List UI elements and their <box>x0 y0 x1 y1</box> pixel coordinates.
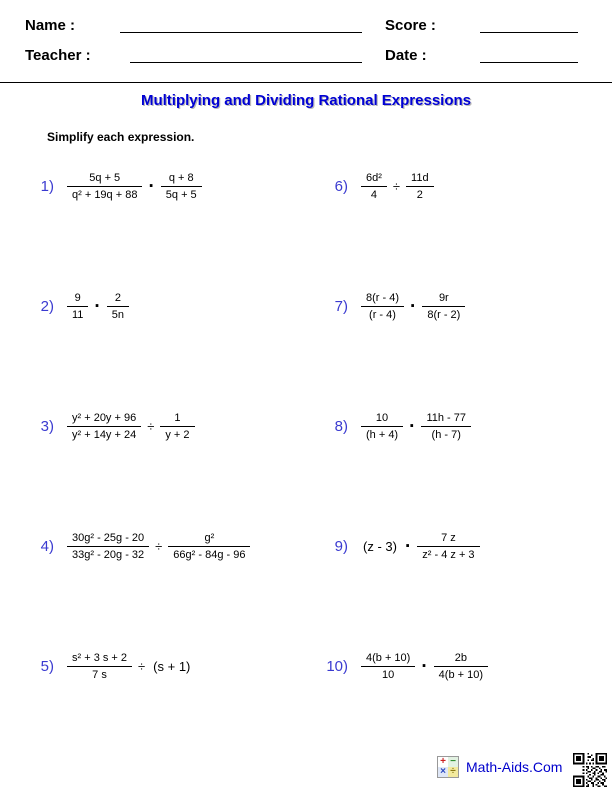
plus-icon: + <box>438 757 448 767</box>
divide-sign-icon: ÷ <box>138 658 146 674</box>
fraction <box>107 291 129 322</box>
problem-row <box>28 411 322 442</box>
problem-number: 9) <box>334 537 348 555</box>
problem-number: 2) <box>40 297 54 315</box>
numerator: y² + 20y + 96 <box>67 411 141 427</box>
fraction <box>168 531 250 562</box>
numerator: q + 8 <box>161 171 202 187</box>
numerator: 8(r - 4) <box>361 291 404 307</box>
denominator: 4 <box>370 188 378 201</box>
divide-sign-icon: ÷ <box>155 538 163 554</box>
expression <box>67 171 202 202</box>
fraction <box>406 171 434 202</box>
fraction <box>67 291 88 322</box>
problem-number: 10) <box>326 657 348 675</box>
problem-number: 5) <box>40 657 54 675</box>
instructions-text: Simplify each expression. <box>47 130 195 144</box>
problem-number: 8) <box>334 417 348 435</box>
problem-number: 7) <box>334 297 348 315</box>
times-icon: × <box>438 767 448 777</box>
numerator: 10 <box>361 411 403 427</box>
numerator: 5q + 5 <box>67 171 142 187</box>
denominator: 5n <box>111 308 124 321</box>
multiply-dot-icon: · <box>409 415 416 437</box>
math-operators-grid-icon <box>437 756 459 778</box>
numerator: 9 <box>67 291 88 307</box>
numerator: 7 z <box>417 531 479 547</box>
numerator: s² + 3 s + 2 <box>67 651 132 667</box>
fraction <box>67 651 132 682</box>
denominator: 8(r - 2) <box>427 308 461 321</box>
expression <box>67 651 192 682</box>
teacher-label: Teacher : <box>25 47 91 64</box>
denominator: 2 <box>416 188 423 201</box>
problem-number: 6) <box>334 177 348 195</box>
problem-row <box>28 171 322 202</box>
denominator: (h - 7) <box>431 428 461 441</box>
plain-term: (s + 1) <box>153 658 191 674</box>
footer-brand <box>437 756 562 778</box>
fraction <box>361 171 387 202</box>
date-label: Date : <box>385 47 427 64</box>
denominator: (r - 4) <box>369 308 396 321</box>
brand-link[interactable]: Math-Aids.Com <box>466 759 563 775</box>
problem-row <box>28 291 322 322</box>
fraction <box>361 291 404 322</box>
numerator: g² <box>168 531 250 547</box>
problem-row <box>322 411 584 442</box>
denominator: 7 s <box>92 668 107 681</box>
fraction <box>417 531 479 562</box>
name-fill-line <box>120 32 362 33</box>
denominator: 10 <box>382 668 395 681</box>
teacher-fill-line <box>130 62 362 63</box>
numerator: 2b <box>434 651 488 667</box>
numerator: 6d² <box>361 171 387 187</box>
multiply-dot-icon: · <box>410 295 417 317</box>
denominator: 66g² - 84g - 96 <box>173 548 246 561</box>
name-label: Name : <box>25 17 76 34</box>
worksheet-title: Multiplying and Dividing Rational Expressions <box>140 92 472 109</box>
numerator: 9r <box>422 291 465 307</box>
problem-row <box>28 651 322 682</box>
denominator: 11 <box>72 308 84 321</box>
expression <box>361 171 434 202</box>
denominator: 5q + 5 <box>165 188 197 201</box>
numerator: 11h - 77 <box>421 411 471 427</box>
denominator: (h + 4) <box>366 428 399 441</box>
score-label: Score : <box>385 17 436 34</box>
problem-number: 4) <box>40 537 54 555</box>
denominator: q² + 19q + 88 <box>72 188 138 201</box>
denominator: z² - 4 z + 3 <box>422 548 475 561</box>
problems-grid <box>28 126 584 726</box>
plain-term: (z - 3) <box>363 538 397 554</box>
fraction <box>361 651 415 682</box>
multiply-dot-icon: · <box>421 655 428 677</box>
fraction <box>434 651 488 682</box>
divide-icon: ÷ <box>448 767 458 777</box>
expression <box>67 291 129 322</box>
fraction <box>161 171 202 202</box>
numerator: 11d <box>406 171 434 187</box>
fraction <box>67 531 149 562</box>
expression <box>361 411 471 442</box>
qr-code-icon <box>573 753 607 787</box>
problem-row <box>322 651 584 682</box>
denominator: y² + 14y + 24 <box>72 428 137 441</box>
header-divider <box>0 82 612 83</box>
divide-sign-icon: ÷ <box>147 418 155 434</box>
fraction <box>67 411 141 442</box>
expression <box>67 411 195 442</box>
minus-icon: − <box>448 757 458 767</box>
numerator: 4(b + 10) <box>361 651 415 667</box>
problem-row <box>322 171 584 202</box>
fraction <box>67 171 142 202</box>
score-fill-line <box>480 32 578 33</box>
denominator: y + 2 <box>165 428 190 441</box>
multiply-dot-icon: · <box>404 535 412 557</box>
problem-number: 1) <box>40 177 54 195</box>
numerator: 1 <box>160 411 194 427</box>
problem-row <box>322 531 584 562</box>
denominator: 4(b + 10) <box>438 668 484 681</box>
problem-row <box>28 531 322 562</box>
expression <box>361 531 480 562</box>
fraction <box>160 411 194 442</box>
multiply-dot-icon: · <box>94 295 101 317</box>
expression <box>361 651 488 682</box>
expression <box>361 291 465 322</box>
problem-row <box>322 291 584 322</box>
fraction <box>422 291 465 322</box>
fraction <box>421 411 471 442</box>
fraction <box>361 411 403 442</box>
expression <box>67 531 250 562</box>
problem-number: 3) <box>40 417 54 435</box>
divide-sign-icon: ÷ <box>392 178 401 194</box>
date-fill-line <box>480 62 578 63</box>
multiply-dot-icon: · <box>148 175 155 197</box>
numerator: 30g² - 25g - 20 <box>67 531 149 547</box>
denominator: 33g² - 20g - 32 <box>72 548 145 561</box>
numerator: 2 <box>107 291 129 307</box>
